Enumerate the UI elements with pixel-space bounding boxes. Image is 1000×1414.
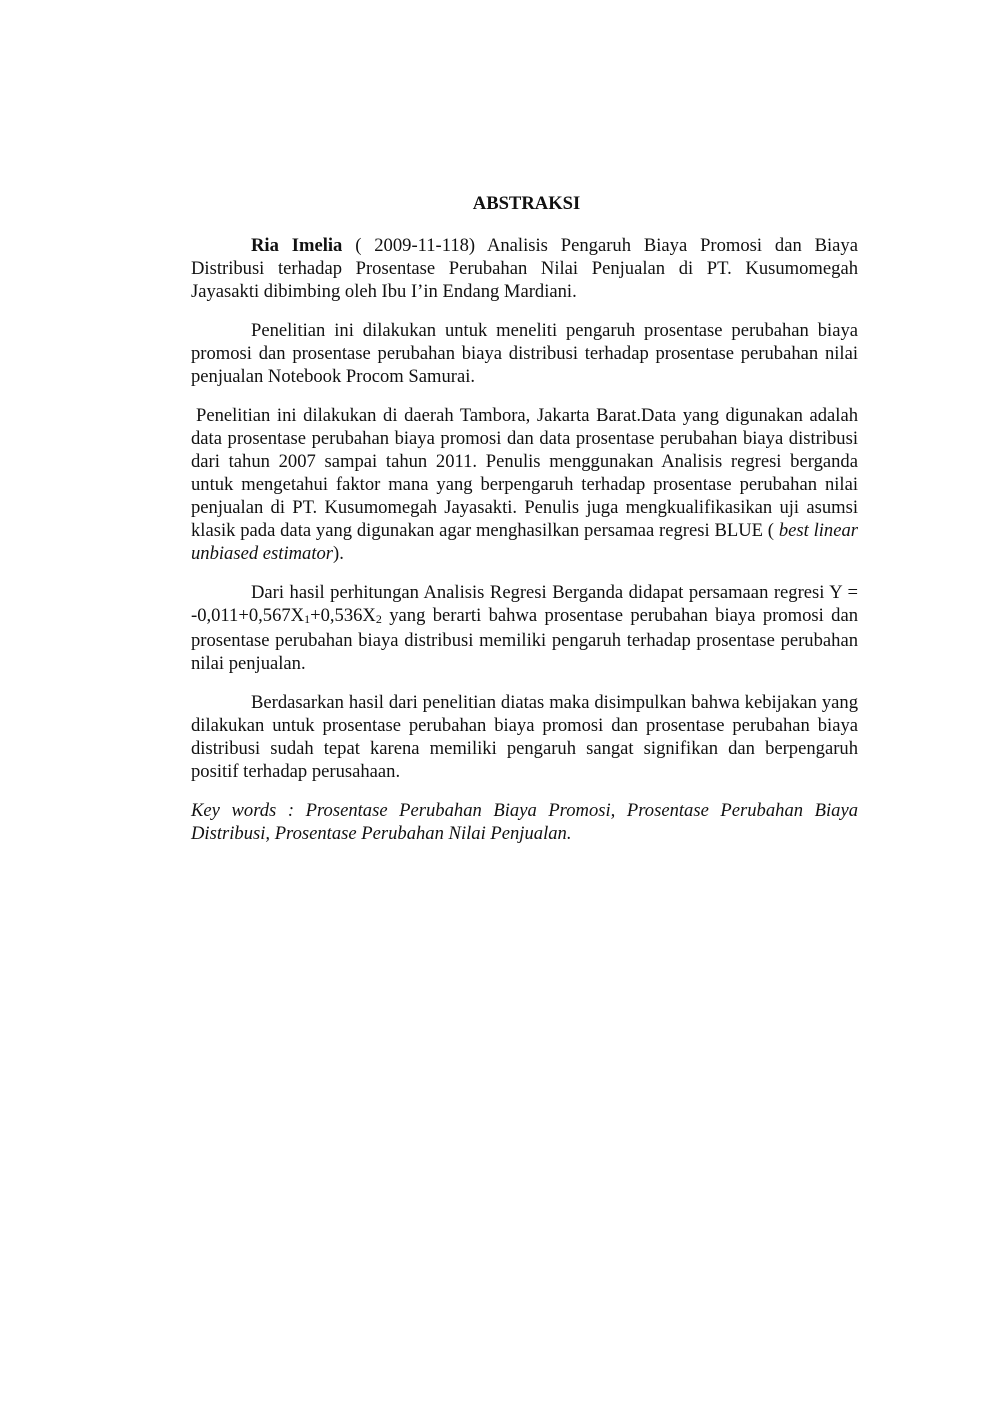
method-paragraph [191, 404, 858, 565]
method-end: ). [333, 543, 344, 564]
result-text-after: yang berarti bahwa prosentase perubahan biaya promosi dan prosentase perubahan biaya distribusi memiliki pengaruh terhadap prosentase perubahan nilai penjualan. [191, 605, 858, 674]
method-text: Penelitian ini dilakukan di daerah Tambora, Jakarta Barat.Data yang digunakan adalah data prosentase perubahan biaya promosi dan data prosentase perubahan biaya distribusi dari tahun 2007 sampai tahun 2011. Penulis menggunakan Analisis regresi berganda untuk mengetahui faktor mana yang berpengaruh terhadap prosentase perubahan nilai penjualan di PT. Kusumomegah Jayasakti. Penulis juga mengkualifikasikan uji asumsi klasik pada data yang digunakan agar menghasilkan persamaa regresi BLUE ( [191, 405, 858, 541]
page-title: ABSTRAKSI [472, 193, 581, 214]
result-text-before: Dari hasil perhitungan Analisis Regresi Berganda didapat persamaan regresi Y = -0,011+0,567X [191, 582, 858, 626]
intro-text: ( 2009-11-118) Analisis Pengaruh Biaya Promosi dan Biaya Distribusi terhadap Prosentase Perubahan Nilai Penjualan di PT. Kusumomegah Jayasakti dibimbing oleh Ibu I’in Endang Mardiani. [191, 235, 858, 302]
result-paragraph [191, 581, 858, 675]
intro-paragraph [191, 234, 858, 303]
blue-definition: best linear unbiased estimator [191, 520, 858, 564]
subscript-1: 1 [304, 612, 311, 626]
author-name: Ria Imelia [251, 235, 343, 256]
abstract-body [191, 192, 858, 861]
result-text-middle: +0,536X [310, 605, 376, 626]
keywords-paragraph: Key words : Prosentase Perubahan Biaya Promosi, Prosentase Perubahan Biaya Distribusi, Prosentase Perubahan Nilai Penjualan. [191, 800, 858, 844]
subscript-2: 2 [375, 612, 382, 626]
conclusion-paragraph: Berdasarkan hasil dari penelitian diatas maka disimpulkan bahwa kebijakan yang dilakukan untuk prosentase perubahan biaya promosi dan prosentase perubahan biaya distribusi sudah tepat karena memiliki pengaruh sangat signifikan dan berpengaruh positif terhadap perusahaan. [191, 692, 858, 782]
purpose-paragraph: Penelitian ini dilakukan untuk meneliti pengaruh prosentase perubahan biaya promosi dan prosentase perubahan biaya distribusi terhadap prosentase perubahan nilai penjualan Notebook Procom Samurai. [191, 320, 858, 387]
